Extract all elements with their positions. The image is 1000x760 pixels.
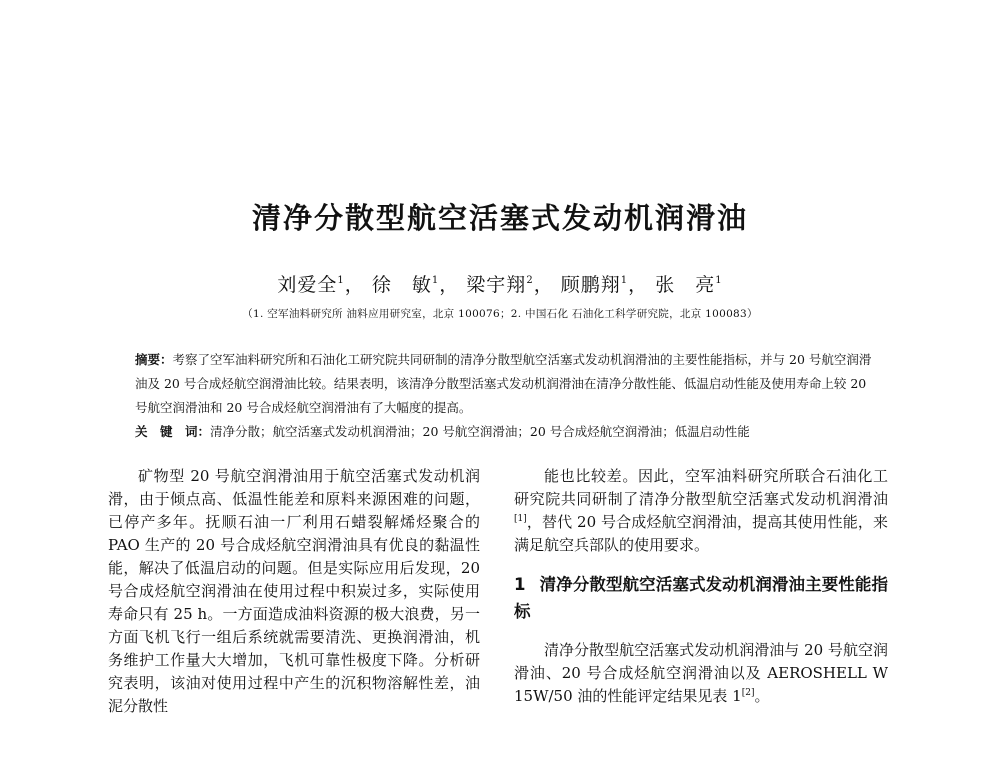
section-number: 1 [514, 575, 526, 594]
body-column-left [108, 465, 480, 718]
paragraph-text: 清净分散型航空活塞式发动机润滑油与 20 号航空润滑油、20 号合成烃航空润滑油以及 AEROSHELL W 15W/50 油的性能评定结果见表 1 [514, 641, 888, 705]
paragraph-text: 能也比较差。因此，空军油料研究所联合石油化工研究院共同研制了清净分散型航空活塞式发动机润滑油 [514, 467, 888, 508]
abstract-label: 摘要： [135, 352, 173, 367]
author-separator: ， [533, 274, 554, 296]
author-affil-mark: 1 [715, 275, 723, 286]
body-column-right [514, 465, 888, 708]
author-name: 刘爱全 [277, 274, 338, 296]
body-paragraph [514, 639, 888, 708]
author-name: 梁宇翔 [466, 274, 527, 296]
author-affil-mark: 2 [526, 275, 534, 286]
citation-ref: [2] [741, 688, 755, 698]
section-title: 清净分散型航空活塞式发动机润滑油主要性能指标 [514, 575, 888, 621]
citation-ref: [1] [514, 514, 527, 524]
author-separator: ， [439, 274, 460, 296]
author-separator: ， [628, 274, 649, 296]
abstract [135, 348, 875, 420]
section-heading [514, 571, 888, 625]
author-name: 张 亮 [655, 274, 716, 296]
author-affil-mark: 1 [337, 275, 345, 286]
body-paragraph: 矿物型 20 号航空润滑油用于航空活塞式发动机润滑，由于倾点高、低温性能差和原料来源困难的问题，已停产多年。抚顺石油一厂利用石蜡裂解烯烃聚合的 PAO 生产的 20 号合成烃航空润滑油具有优良的黏温性能，解决了低温启动的问题。但是实际应用后发现，20 号合成烃航空润滑油在使用过程中积炭过多，实际使用寿命只有 25 h。一方面造成油料资源的极大浪费，另一方面飞机飞行一组后系统就需要清洗、更换润滑油，机务维护工作量大大增加，飞机可靠性极度下降。分析研究表明，该油对使用过程中产生的沉积物溶解性差，油泥分散性 [108, 467, 480, 715]
author-separator: ， [344, 274, 365, 296]
keywords-text: 清净分散；航空活塞式发动机润滑油；20 号航空润滑油；20 号合成烃航空润滑油；低温启动性能 [210, 424, 750, 439]
author-affil-mark: 1 [620, 275, 629, 286]
affiliation: （1. 空军油料研究所 油料应用研究室，北京 100076；2. 中国石化 石油化工科学研究院，北京 100083） [242, 308, 758, 320]
abstract-text: 考察了空军油料研究所和石油化工研究院共同研制的清净分散型航空活塞式发动机润滑油的主要性能指标，并与 20 号航空润滑油及 20 号合成烃航空润滑油比较。结果表明，该清净分散型活塞式发动机润滑油在清净分散性能、低温启动性能及使用寿命上较 20 号航空润滑油和 20 号合成烃航空润滑油有了大幅度的提高。 [135, 352, 872, 415]
paragraph-text-cont: 。 [754, 687, 770, 705]
abstract-block [135, 348, 875, 444]
body-paragraph [514, 465, 888, 557]
paper-title: 清净分散型航空活塞式发动机润滑油 [251, 201, 748, 235]
author-list [0, 270, 1000, 297]
author-name: 顾鹏翔 [560, 274, 621, 296]
author-name: 徐 敏 [371, 274, 432, 296]
author-affil-mark: 1 [431, 275, 440, 286]
paragraph-text-cont: ，替代 20 号合成烃航空润滑油，提高其使用性能，来满足航空兵部队的使用要求。 [514, 513, 888, 554]
keywords [135, 420, 875, 444]
keywords-label: 关 键 词： [135, 424, 211, 439]
